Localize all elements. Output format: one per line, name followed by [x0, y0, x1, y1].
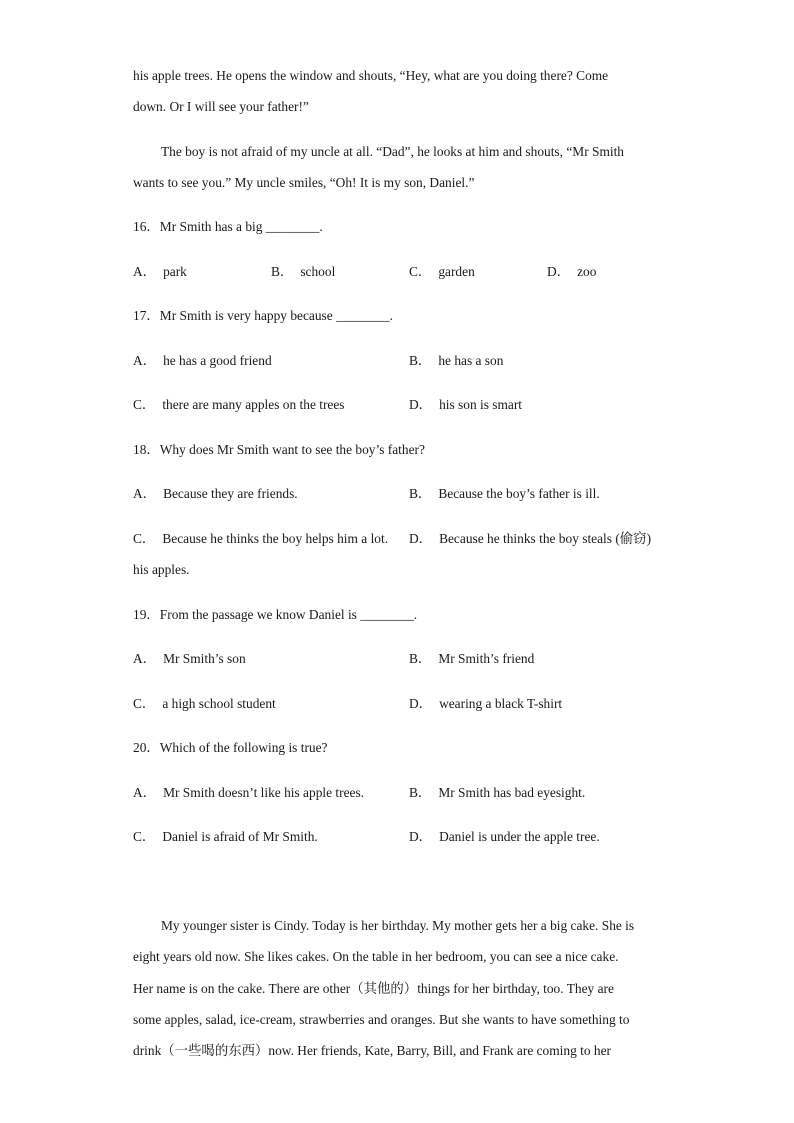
option-letter: B． [409, 651, 432, 666]
option-text: Because he thinks the boy helps him a lot. [162, 531, 389, 546]
passage1-line-4: wants to see you.” My uncle smiles, “Oh! It is my son, Daniel.” [133, 175, 475, 190]
passage2-line-4: some apples, salad, ice-cream, strawberries and oranges. But she wants to have something to [133, 1012, 630, 1027]
option-letter: D． [409, 397, 433, 412]
option-letter: A． [133, 785, 157, 800]
option-text: he has a good friend [163, 353, 272, 368]
question-17-option-b [409, 353, 503, 369]
option-text: his son is smart [439, 397, 523, 412]
option-letter: B． [409, 486, 432, 501]
question-16-option-d [547, 264, 596, 280]
question-16-option-c [409, 264, 475, 280]
option-letter: C． [133, 696, 156, 711]
question-20-option-c [133, 829, 318, 845]
option-letter: D． [547, 264, 571, 279]
option-letter: D． [409, 696, 433, 711]
option-text: park [163, 264, 187, 279]
option-letter: B． [409, 353, 432, 368]
question-18-option-d [409, 531, 651, 547]
passage2-line-2: eight years old now. She likes cakes. On the table in her bedroom, you can see a nice cake. [133, 949, 619, 964]
option-letter: D． [409, 531, 433, 546]
question-19-option-c [133, 696, 276, 712]
question-20-option-b [409, 785, 585, 801]
option-letter: A． [133, 264, 157, 279]
question-16-option-b [271, 264, 335, 280]
option-letter: D． [409, 829, 433, 844]
question-20-option-a [133, 785, 364, 801]
question-20-option-d [409, 829, 600, 845]
option-letter: C． [133, 397, 156, 412]
question-18-stem: 18．Why does Mr Smith want to see the boy’s father? [133, 442, 425, 457]
question-19-option-b [409, 651, 534, 667]
option-letter: B． [409, 785, 432, 800]
question-19-option-d [409, 696, 562, 712]
option-letter: C． [133, 531, 156, 546]
question-17-option-d [409, 397, 522, 413]
question-20-stem: 20．Which of the following is true? [133, 740, 328, 755]
option-letter: B． [271, 264, 294, 279]
option-text: Mr Smith’s friend [438, 651, 535, 666]
question-17-stem: 17．Mr Smith is very happy because ________. [133, 308, 393, 323]
option-letter: A． [133, 353, 157, 368]
option-text: Daniel is afraid of Mr Smith. [162, 829, 318, 844]
option-text: zoo [577, 264, 597, 279]
question-18-option-d-continuation: his apples. [133, 562, 190, 577]
option-text: Mr Smith doesn’t like his apple trees. [163, 785, 365, 800]
question-17-option-a [133, 353, 272, 369]
option-text: Mr Smith’s son [163, 651, 246, 666]
question-18-option-a [133, 486, 298, 502]
option-text: Mr Smith has bad eyesight. [438, 785, 586, 800]
question-19-stem: 19．From the passage we know Daniel is ________. [133, 607, 418, 622]
question-19-option-a [133, 651, 246, 667]
question-16-stem: 16．Mr Smith has a big ________. [133, 219, 323, 234]
option-letter: A． [133, 486, 157, 501]
option-letter: C． [133, 829, 156, 844]
option-text: school [300, 264, 336, 279]
question-18-option-c [133, 531, 388, 547]
option-text: garden [438, 264, 475, 279]
passage1-line-1: his apple trees. He opens the window and shouts, “Hey, what are you doing there? Come [133, 68, 609, 83]
option-letter: A． [133, 651, 157, 666]
option-text: wearing a black T-shirt [439, 696, 563, 711]
option-text: Because he thinks the boy steals (偷窃) [439, 531, 652, 546]
option-text: Because the boy’s father is ill. [438, 486, 600, 501]
option-text: Because they are friends. [163, 486, 298, 501]
passage1-line-2: down. Or I will see your father!” [133, 99, 309, 114]
question-18-option-b [409, 486, 600, 502]
passage2-line-5: drink（一些喝的东西）now. Her friends, Kate, Barry, Bill, and Frank are coming to her [133, 1043, 611, 1058]
question-17-option-c [133, 397, 345, 413]
passage1-line-3: The boy is not afraid of my uncle at all. “Dad”, he looks at him and shouts, “Mr Smith [161, 144, 624, 159]
passage2-line-3: Her name is on the cake. There are other（其他的）things for her birthday, too. They are [133, 981, 614, 996]
option-text: there are many apples on the trees [162, 397, 345, 412]
question-16-option-a [133, 264, 187, 280]
option-text: Daniel is under the apple tree. [439, 829, 600, 844]
option-text: he has a son [438, 353, 504, 368]
passage2-line-1: My younger sister is Cindy. Today is her birthday. My mother gets her a big cake. She is [161, 918, 635, 933]
option-text: a high school student [162, 696, 276, 711]
option-letter: C． [409, 264, 432, 279]
